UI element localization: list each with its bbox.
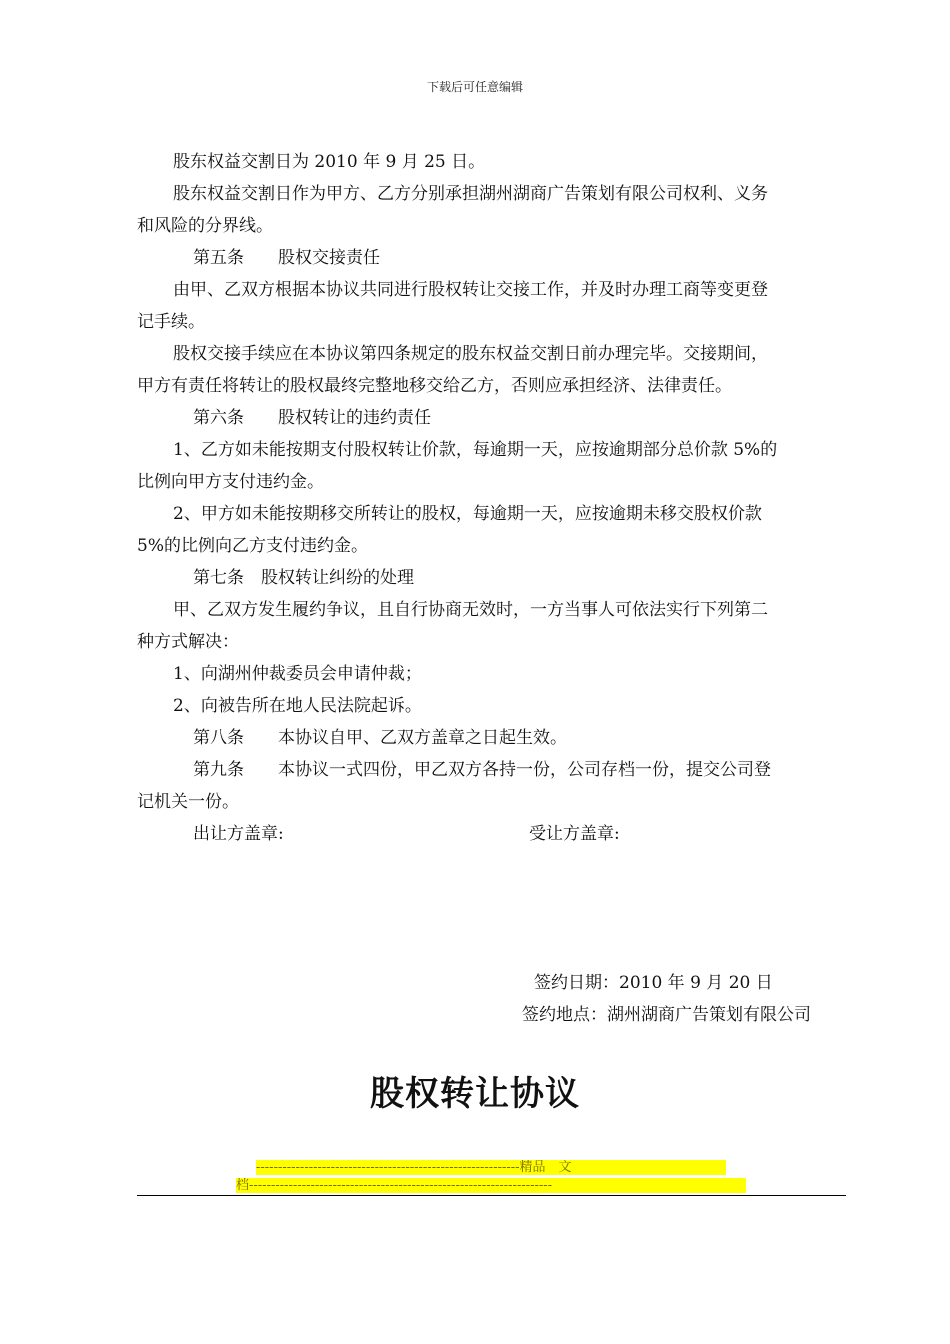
signature-row — [137, 818, 847, 850]
paragraph-line: 第六条 股权转让的违约责任 — [193, 408, 431, 428]
paragraph-line: 2、甲方如未能按期移交所转让的股权，每逾期一天，应按逾期未移交股权价款 — [173, 504, 762, 524]
paragraph-line: 股东权益交割日作为甲方、乙方分别承担湖州湖商广告策划有限公司权利、义务 — [173, 184, 768, 204]
signing-place: 签约地点：湖州湖商广告策划有限公司 — [522, 1005, 811, 1025]
paragraph-line: 2、向被告所在地人民法院起诉。 — [173, 696, 422, 716]
paragraph-line: 甲方有责任将转让的股权最终完整地移交给乙方，否则应承担经济、法律责任。 — [137, 376, 732, 396]
paragraph-line: 第八条 本协议自甲、乙双方盖章之日起生效。 — [193, 728, 567, 748]
document-title: 股权转让协议 — [370, 1074, 580, 1114]
paragraph-line: 股权交接手续应在本协议第四条规定的股东权益交割日前办理完毕。交接期间， — [173, 344, 768, 364]
agreement-body — [137, 146, 847, 850]
paragraph-line: 5%的比例向乙方支付违约金。 — [137, 536, 368, 556]
paragraph-line: 1、乙方如未能按期支付股权转让价款，每逾期一天，应按逾期部分总价款 5%的 — [173, 440, 778, 460]
transferor-seal-label: 出让方盖章: — [193, 824, 284, 844]
paragraph-lines — [137, 146, 847, 818]
page-header: 下载后可任意编辑 — [426, 80, 523, 94]
signing-date: 签约日期：2010 年 9 月 20 日 — [534, 973, 773, 993]
paragraph-line: 甲、乙双方发生履约争议，且自行协商无效时，一方当事人可依法实行下列第二 — [173, 600, 768, 620]
footer-highlight-line-1: ------------------------------------------------------------精品 文 — [256, 1160, 726, 1175]
paragraph-line: 股东权益交割日为 2010 年 9 月 25 日。 — [173, 152, 486, 172]
paragraph-line: 第九条 本协议一式四份，甲乙双方各持一份，公司存档一份，提交公司登 — [193, 760, 771, 780]
paragraph-line: 由甲、乙双方根据本协议共同进行股权转让交接工作，并及时办理工商等变更登 — [173, 280, 768, 300]
paragraph-line: 第七条 股权转让纠纷的处理 — [193, 568, 414, 588]
footer-highlight-line-2: 档--------------------------------------------------------------------- — [236, 1178, 746, 1193]
paragraph-line: 记机关一份。 — [137, 792, 239, 812]
footer-divider — [137, 1195, 846, 1196]
paragraph-line: 和风险的分界线。 — [137, 216, 273, 236]
paragraph-line: 比例向甲方支付违约金。 — [137, 472, 324, 492]
paragraph-line: 第五条 股权交接责任 — [193, 248, 380, 268]
paragraph-line: 记手续。 — [137, 312, 205, 332]
paragraph-line: 种方式解决： — [137, 632, 239, 652]
paragraph-line: 1、向湖州仲裁委员会申请仲裁； — [173, 664, 422, 684]
transferee-seal-label: 受让方盖章: — [529, 824, 620, 844]
